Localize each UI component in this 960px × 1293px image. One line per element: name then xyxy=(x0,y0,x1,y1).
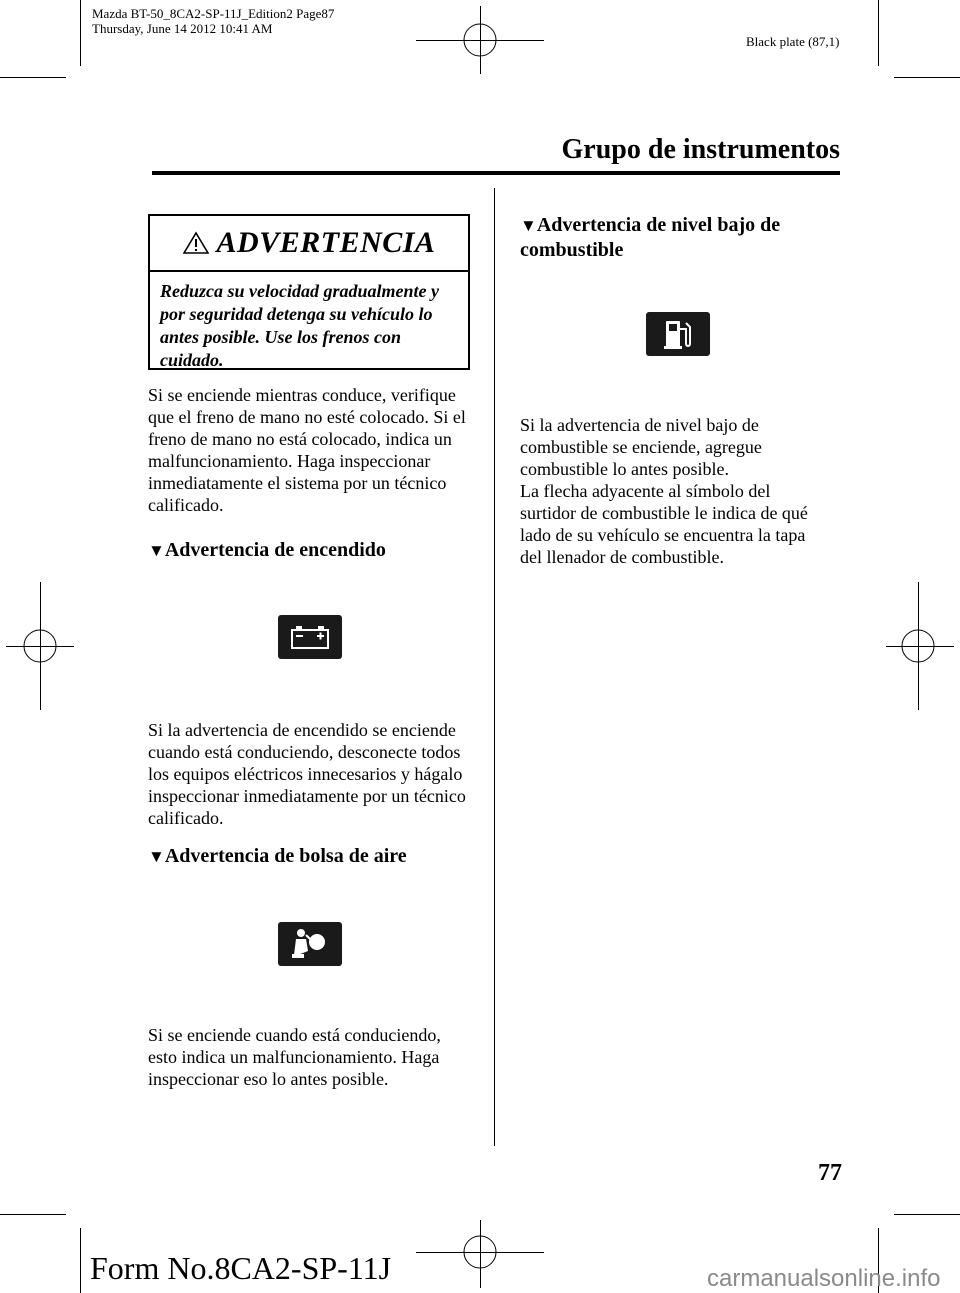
title-rule xyxy=(152,171,840,175)
warning-triangle-icon xyxy=(183,231,209,255)
warning-box xyxy=(148,214,470,370)
page-number: 77 xyxy=(818,1160,842,1186)
airbag-warning-text: Si se enciende cuando está conduciendo, esto indica un malfuncionamiento. Haga inspeccionar eso lo antes posible. xyxy=(148,1025,441,1089)
airbag-icon xyxy=(278,922,342,966)
heading-text: Advertencia de nivel bajo de combustible xyxy=(520,214,781,261)
triangle-marker-icon: ▼ xyxy=(148,541,165,560)
warning-title-bar xyxy=(150,216,468,272)
triangle-marker-icon: ▼ xyxy=(520,216,537,235)
heading-text: Advertencia de bolsa de aire xyxy=(164,845,407,867)
intro-paragraph: Si se enciende mientras conduce, verifique que el freno de mano no esté colocado. Si el freno de mano no está colocado, indica un malfuncionamiento. Haga inspeccionar inmediatamente el sistema por un técnico calificado. xyxy=(148,385,466,515)
page-title: Grupo de instrumentos xyxy=(561,134,840,165)
charging-warning-text: Si la advertencia de encendido se enciende cuando está conduciendo, desconecte todos los equipos eléctricos innecesarios y hágalo inspeccionar inmediatamente por un técnico calificado. xyxy=(148,720,466,828)
doc-info-line-2: Thursday, June 14 2012 10:41 AM xyxy=(92,21,273,36)
plate-label: Black plate (87,1) xyxy=(746,34,840,49)
heading-airbag-warning xyxy=(148,844,407,869)
fuel-pump-icon xyxy=(646,312,710,356)
watermark: carmanualsonline.info xyxy=(707,1265,941,1292)
battery-icon xyxy=(278,615,342,659)
column-divider xyxy=(494,188,495,1146)
warning-body: Reduzca su velocidad gradualmente y por seguridad detenga su vehículo lo antes posible. Use los frenos con cuidado. xyxy=(160,281,439,370)
doc-info-line-1: Mazda BT-50_8CA2-SP-11J_Edition2 Page87 xyxy=(92,6,335,21)
heading-charging-warning xyxy=(148,538,386,563)
fuel-warning-text-1: Si la advertencia de nivel bajo de combustible se enciende, agregue combustible lo antes posible. xyxy=(520,415,762,479)
warning-title: ADVERTENCIA xyxy=(216,226,436,259)
heading-fuel-warning xyxy=(520,213,810,262)
triangle-marker-icon: ▼ xyxy=(148,847,165,866)
fuel-warning-text-2: La flecha adyacente al símbolo del surtidor de combustible le indica de qué lado de su vehículo se encuentra la tapa del llenador de combustible. xyxy=(520,481,808,567)
heading-text: Advertencia de encendido xyxy=(164,539,386,561)
form-number: Form No.8CA2-SP-11J xyxy=(90,1250,392,1286)
